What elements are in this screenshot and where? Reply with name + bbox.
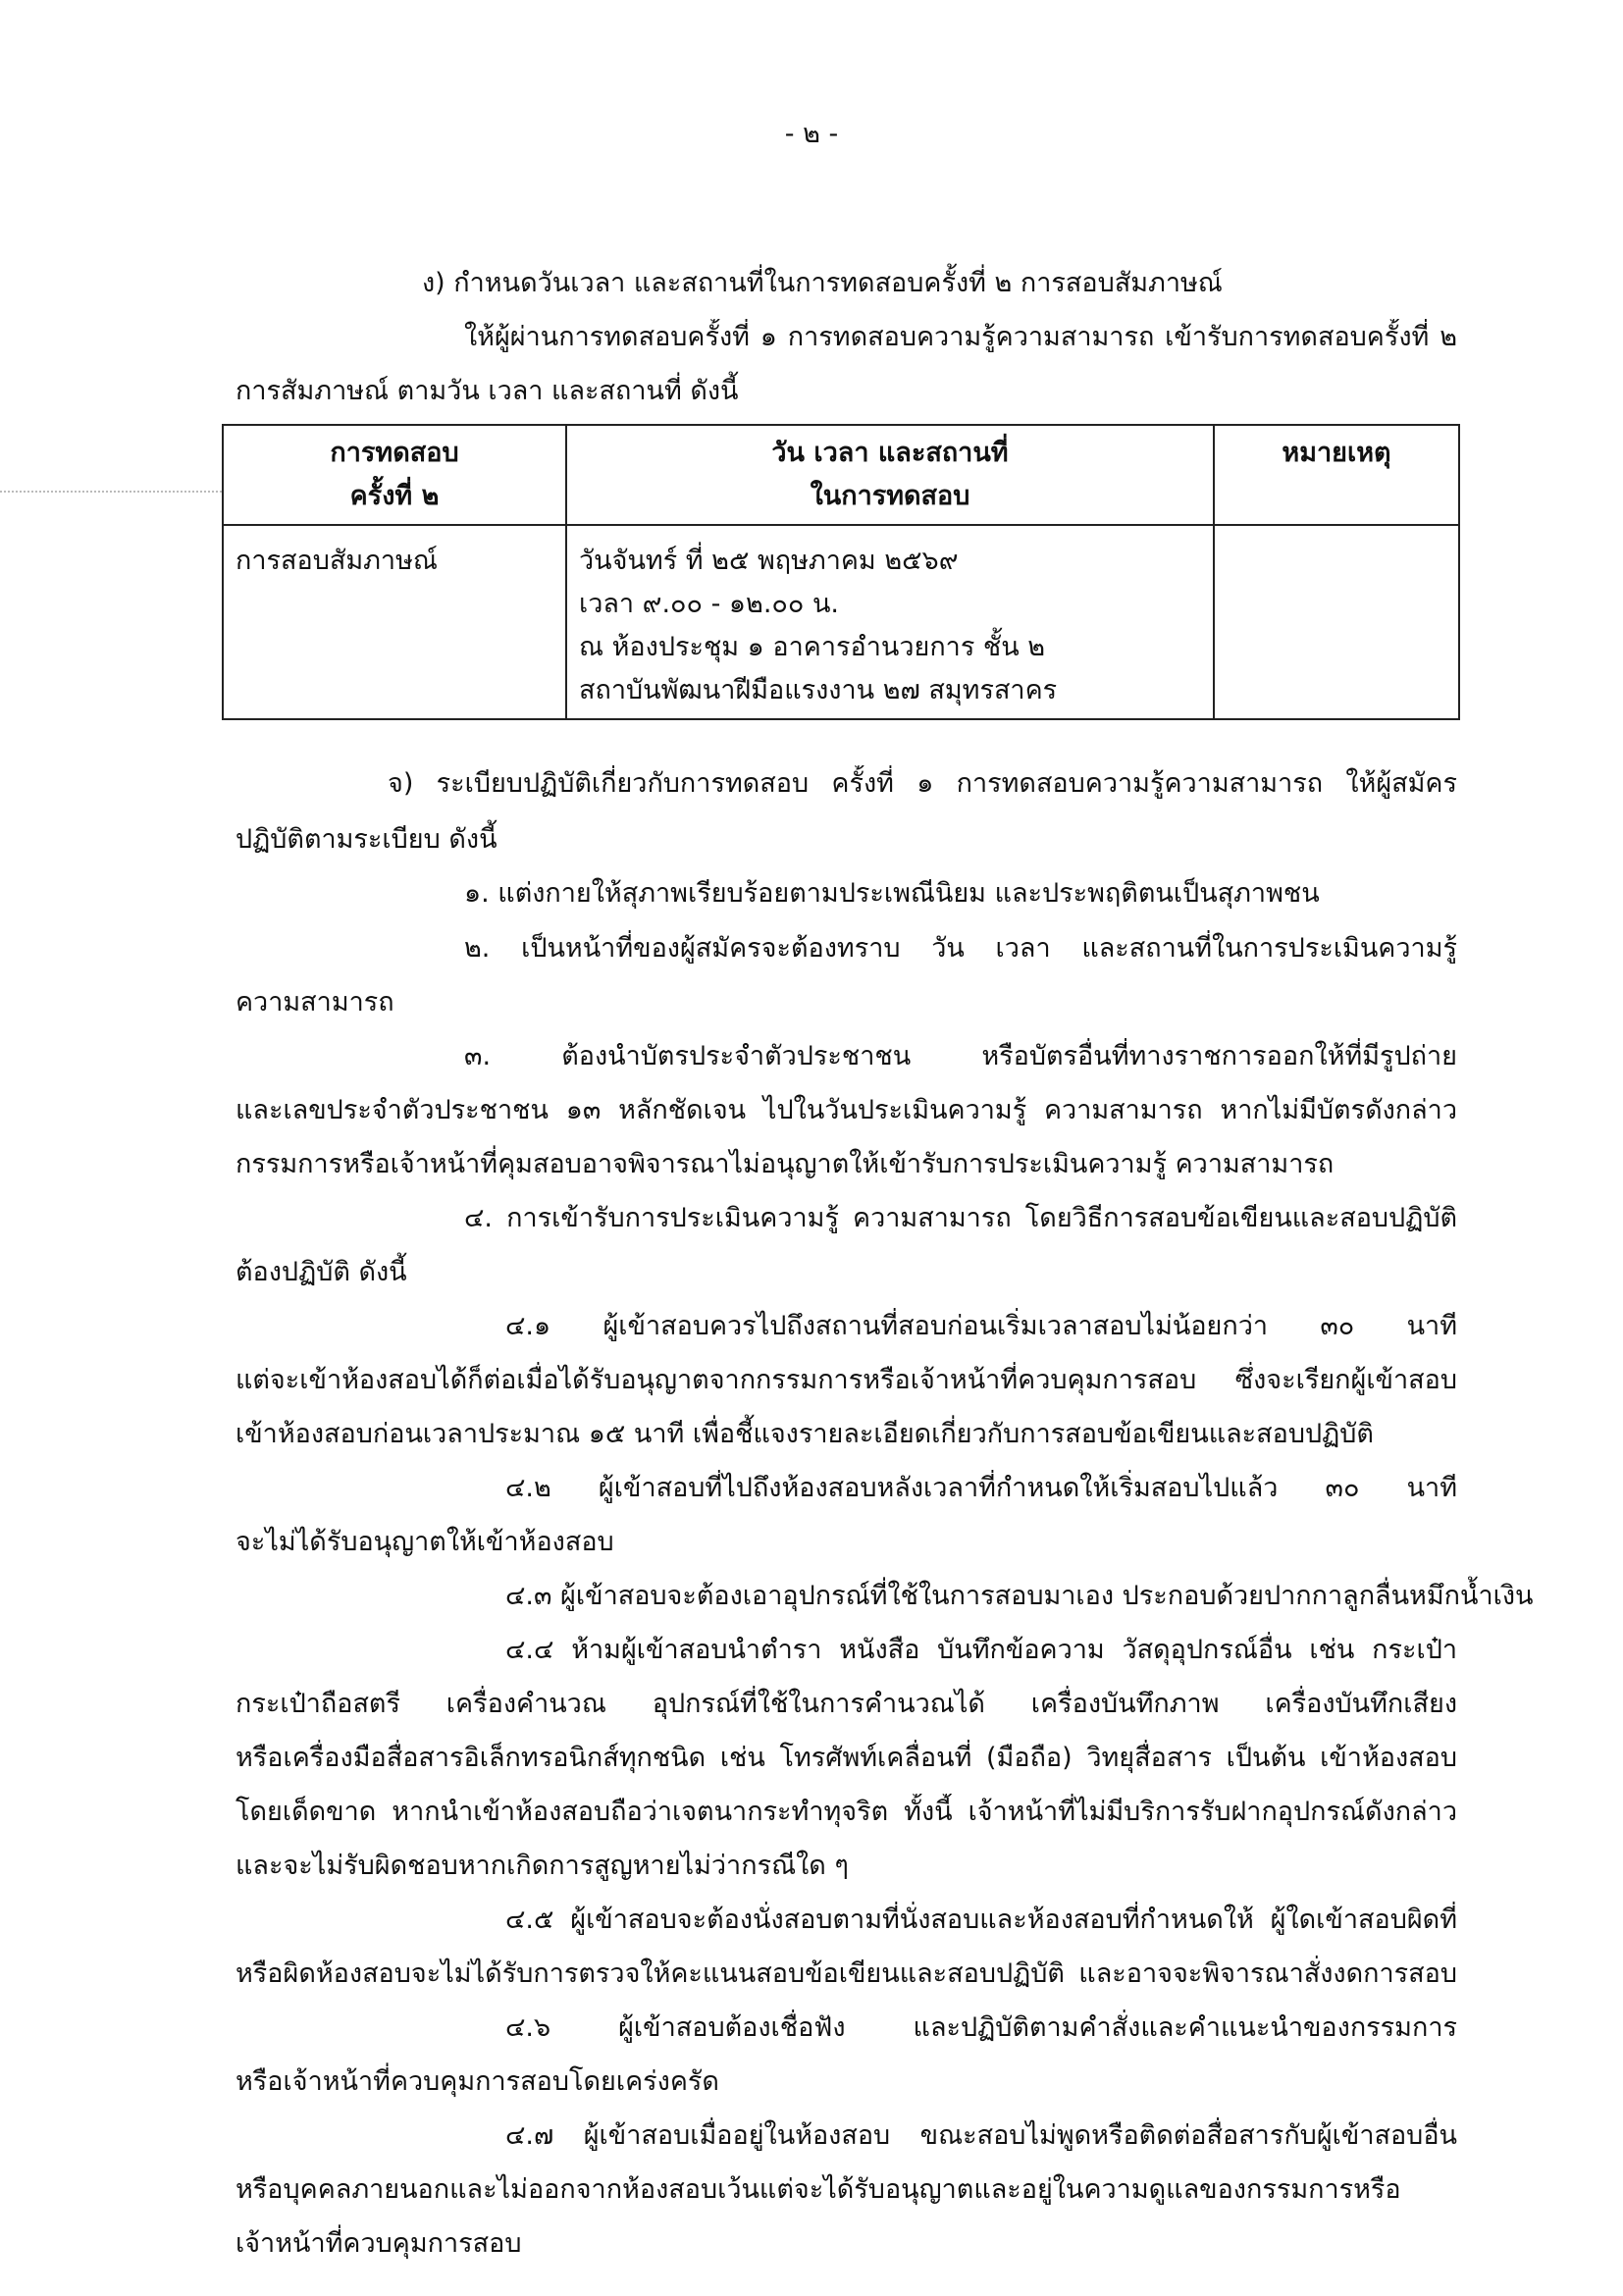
section-e-line-1: จ) ระเบียบปฏิบัติเกี่ยวกับการทดสอบ ครั้งที่ ๑ การทดสอบความรู้ความสามารถ ให้ผู้สมัคร: [388, 768, 1457, 799]
rule-4-5-line-2: หรือผิดห้องสอบจะไม่ได้รับการตรวจให้คะแนนสอบข้อเขียนและสอบปฏิบัติ และอาจจะพิจารณาสั่งงดการสอบ: [236, 1958, 1457, 1989]
schedule-table: [222, 424, 1460, 720]
rule-4-4-line-2: กระเป๋าถือสตรี เครื่องคำนวณ อุปกรณ์ที่ใช้ในการคำนวณได้ เครื่องบันทึกภาพ เครื่องบันทึกเสียง: [236, 1689, 1457, 1719]
rule-4-2-line-1: ๔.๒ ผู้เข้าสอบที่ไปถึงห้องสอบหลังเวลาที่กำหนดให้เริ่มสอบไปแล้ว ๓๐ นาที: [505, 1473, 1457, 1503]
rule-4-line-2: ต้องปฏิบัติ ดังนี้: [236, 1257, 407, 1287]
rule-4-6-line-1: ๔.๖ ผู้เข้าสอบต้องเชื่อฟัง และปฏิบัติตามคำสั่งและคำแนะนำของกรรมการ: [505, 2012, 1457, 2043]
intro-d-line-2: การสัมภาษณ์ ตามวัน เวลา และสถานที่ ดังนี้: [236, 376, 739, 406]
header-remarks: หมายเหตุ: [1214, 425, 1459, 525]
rule-4-1-line-2: แต่จะเข้าห้องสอบได้ก็ต่อเมื่อได้รับอนุญาตจากกรรมการหรือเจ้าหน้าที่ควบคุมการสอบ ซึ่งจะเรียกผู้เข้าสอบ: [236, 1365, 1457, 1395]
cell-test: การสอบสัมภาษณ์: [223, 525, 566, 719]
page-number: - ๒ -: [784, 119, 839, 149]
rule-4-4-line-1: ๔.๔ ห้ามผู้เข้าสอบนำตำรา หนังสือ บันทึกข้อความ วัสดุอุปกรณ์อื่น เช่น กระเป๋า: [505, 1635, 1457, 1665]
header-datetime-place: วัน เวลา และสถานที่ ในการทดสอบ: [566, 425, 1214, 525]
rule-4-4-line-5: และจะไม่รับผิดชอบหากเกิดการสูญหายไม่ว่ากรณีใด ๆ: [236, 1851, 849, 1881]
rule-3-line-1: ๓. ต้องนำบัตรประจำตัวประชาชน หรือบัตรอื่นที่ทางราชการออกให้ที่มีรูปถ่าย: [464, 1041, 1457, 1071]
intro-d-line-1: ให้ผู้ผ่านการทดสอบครั้งที่ ๑ การทดสอบความรู้ความสามารถ เข้ารับการทดสอบครั้งที่ ๒: [464, 322, 1457, 352]
rule-4-1-line-1: ๔.๑ ผู้เข้าสอบควรไปถึงสถานที่สอบก่อนเริ่มเวลาสอบไม่น้อยกว่า ๓๐ นาที: [505, 1311, 1457, 1341]
rule-2-line-1: ๒. เป็นหน้าที่ของผู้สมัครจะต้องทราบ วัน เวลา และสถานที่ในการประเมินความรู้: [464, 933, 1457, 964]
header-test: การทดสอบ ครั้งที่ ๒: [223, 425, 566, 525]
rule-4-4-line-3: หรือเครื่องมือสื่อสารอิเล็กทรอนิกส์ทุกชนิด เช่น โทรศัพท์เคลื่อนที่ (มือถือ) วิทยุสื่อสาร เป็นต้น เข้าห้องสอบ: [236, 1743, 1457, 1773]
rule-3-line-3: กรรมการหรือเจ้าหน้าที่คุมสอบอาจพิจารณาไม่อนุญาตให้เข้ารับการประเมินความรู้ ความสามารถ: [236, 1149, 1335, 1179]
rule-4-line-1: ๔. การเข้ารับการประเมินความรู้ ความสามารถ โดยวิธีการสอบข้อเขียนและสอบปฏิบัติ: [464, 1203, 1457, 1233]
rule-4-7-line-2: หรือบุคคลภายนอกและไม่ออกจากห้องสอบเว้นแต่จะได้รับอนุญาตและอยู่ในความดูแลของกรรมการหรือ: [236, 2174, 1401, 2205]
rule-3-line-2: และเลขประจำตัวประชาชน ๑๓ หลักชัดเจน ไปในวันประเมินความรู้ ความสามารถ หากไม่มีบัตรดังกล่าว: [236, 1095, 1457, 1125]
rule-4-7-line-1: ๔.๗ ผู้เข้าสอบเมื่ออยู่ในห้องสอบ ขณะสอบไม่พูดหรือติดต่อสื่อสารกับผู้เข้าสอบอื่น: [505, 2120, 1457, 2151]
rule-4-6-line-2: หรือเจ้าหน้าที่ควบคุมการสอบโดยเคร่งครัด: [236, 2066, 719, 2097]
rule-4-3: ๔.๓ ผู้เข้าสอบจะต้องเอาอุปกรณ์ที่ใช้ในการสอบมาเอง ประกอบด้วยปากกาลูกลื่นหมึกน้ำเงิน: [505, 1581, 1534, 1611]
rule-4-2-line-2: จะไม่ได้รับอนุญาตให้เข้าห้องสอบ: [236, 1527, 614, 1557]
table-row: [223, 525, 1459, 719]
section-e-line-2: ปฏิบัติตามระเบียบ ดังนี้: [236, 824, 497, 855]
cell-note: [1214, 525, 1459, 719]
rule-2-line-2: ความสามารถ: [236, 987, 394, 1018]
heading-d: ง) กำหนดวันเวลา และสถานที่ในการทดสอบครั้งที่ ๒ การสอบสัมภาษณ์: [422, 268, 1223, 298]
cell-details: วันจันทร์ ที่ ๒๕ พฤษภาคม ๒๕๖๙ เวลา ๙.๐๐ - ๑๒.๐๐ น. ณ ห้องประชุม ๑ อาคารอำนวยการ ชั้น ๒ สถาบันพัฒนาฝีมือแรงงาน ๒๗ สมุทรสาคร: [566, 525, 1214, 719]
rule-4-5-line-1: ๔.๕ ผู้เข้าสอบจะต้องนั่งสอบตามที่นั่งสอบและห้องสอบที่กำหนดให้ ผู้ใดเข้าสอบผิดที่: [505, 1905, 1457, 1935]
table-header-row: [223, 425, 1459, 525]
rule-4-7-line-3: เจ้าหน้าที่ควบคุมการสอบ: [236, 2228, 522, 2259]
rule-4-1-line-3: เข้าห้องสอบก่อนเวลาประมาณ ๑๕ นาที เพื่อชี้แจงรายละเอียดเกี่ยวกับการสอบข้อเขียนและสอบปฏิบัติ: [236, 1419, 1374, 1449]
rule-4-4-line-4: โดยเด็ดขาด หากนำเข้าห้องสอบถือว่าเจตนากระทำทุจริต ทั้งนี้ เจ้าหน้าที่ไม่มีบริการรับฝากอุปกรณ์ดังกล่าว: [236, 1797, 1457, 1827]
dotted-margin-line: [0, 491, 222, 493]
rule-1: ๑. แต่งกายให้สุภาพเรียบร้อยตามประเพณีนิยม และประพฤติตนเป็นสุภาพชน: [464, 878, 1320, 909]
